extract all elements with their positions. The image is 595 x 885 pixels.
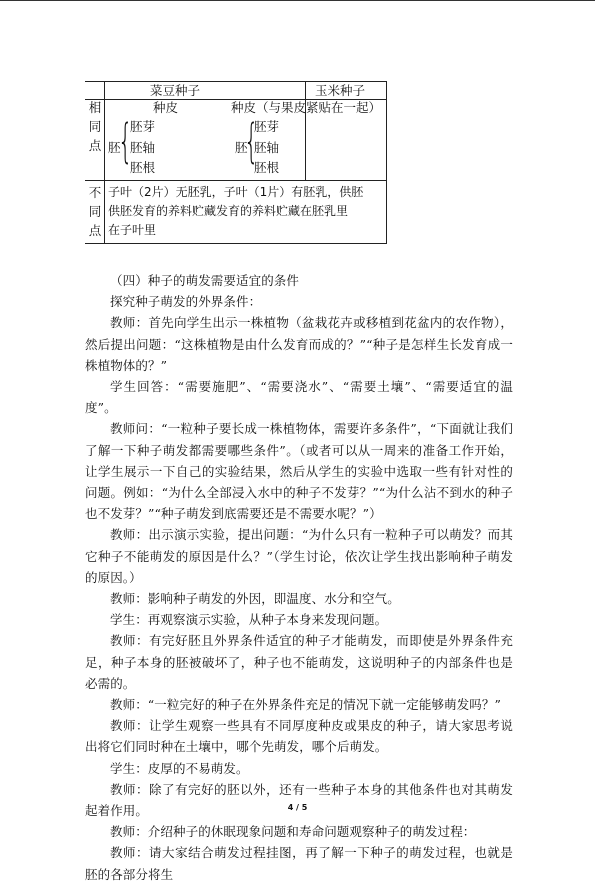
paragraph: 教师：请大家结合萌发过程挂图，再了解一下种子的萌发过程，也就是胚的各部分将生 <box>85 845 513 882</box>
left-brace-icon: { <box>244 114 259 168</box>
paragraph: 教师：介绍种子的休眠现象问题和寿命问题观察种子的萌发过程： <box>110 824 476 840</box>
same-label-2: 同 <box>88 119 102 134</box>
bean-seed-coat: 种皮 <box>153 100 179 115</box>
same-label-1: 相 <box>88 100 102 115</box>
bean-part-plumule: 胚芽 <box>130 119 156 134</box>
left-brace-icon: { <box>118 114 133 168</box>
paragraph: 探究种子萌发的外界条件： <box>110 294 262 310</box>
lesson-text <box>85 270 513 885</box>
paragraph: 教师：首先向学生出示一株植物（盆栽花卉或移植到花盆内的农作物），然后提出问题：“这株植物是由什么发育而成的？”“种子是怎样生长发育成一株植物体的？” <box>85 315 513 373</box>
paragraph: 学生：皮厚的不易萌发。 <box>110 760 249 776</box>
paragraph: 教师：影响种子萌发的外因，即温度、水分和空气。 <box>110 591 400 607</box>
bean-part-hypocotyl: 胚轴 <box>130 140 156 155</box>
paragraph: 教师：除了有完好的胚以外，还有一些种子本身的其他条件也对其萌发起着作用。 <box>85 781 513 819</box>
bean-part-radicle: 胚根 <box>130 160 156 175</box>
paragraph: 教师：有完好胚且外界条件适宜的种子才能萌发，而即使是外界条件充足，种子本身的胚被破坏了，种子也不能萌发，这说明种子的内部条件也是必需的。 <box>85 633 513 691</box>
corn-part-radicle: 胚根 <box>254 160 280 175</box>
table-divider <box>305 82 306 180</box>
paragraph: 教师：让学生观察一些具有不同厚度种皮或果皮的种子，请大家思考说出将它们同时种在土壤中，哪个先萌发，哪个后萌发。 <box>85 718 513 755</box>
paragraph: 教师：出示演示实验，提出问题：“为什么只有一粒种子可以萌发？而其它种子不能萌发的原因是什么？”（学生讨论，依次让学生找出影响种子萌发的原因。） <box>85 527 513 585</box>
table-divider <box>104 82 105 243</box>
paragraph: 教师：“一粒完好的种子在外界条件充足的情况下就一定能够萌发吗？” <box>110 697 501 713</box>
header-bean-seed: 菜豆种子 <box>150 83 201 98</box>
diff-label-1: 不 <box>88 185 102 200</box>
page-number: 4 / 5 <box>287 803 308 812</box>
corn-part-hypocotyl: 胚轴 <box>254 140 280 155</box>
diff-line-3: 在子叶里 <box>108 223 157 237</box>
corn-embryo-label: 胚 <box>235 140 248 155</box>
same-label-3: 点 <box>88 138 102 153</box>
diff-line-1: 子叶（2片）无胚乳，子叶（1片）有胚乳，供胚 <box>108 185 364 199</box>
seed-comparison-table <box>85 81 387 244</box>
paragraph: 教师问：“一粒种子要长成一株植物体，需要许多条件”，“下面就让我们了解一下种子萌发都需要哪些条件”。（或者可以从一周来的准备工作开始，让学生展示一下自己的实验结果，然后从学生的实验中选取一些有针对性的问题。例如：“为什么全部浸入水中的种子不发芽？”“为什么沾不到水的种子也不发芽？”“种子萌发到底需要还是不需要水呢？”） <box>85 421 513 522</box>
section-heading: （四）种子的萌发需要适宜的条件 <box>110 273 300 288</box>
corn-part-plumule: 胚芽 <box>254 119 280 134</box>
paragraph: 学生：再观察演示实验，从种子本身来发现问题。 <box>110 612 388 628</box>
corn-seed-coat: 种皮（与果皮紧贴在一起） <box>231 100 382 115</box>
diff-label-3: 点 <box>88 223 102 238</box>
header-corn-seed: 玉米种子 <box>315 83 366 98</box>
paragraph: 学生回答：“需要施肥”、“需要浇水”、“需要土壤”、“需要适宜的温度”。 <box>85 379 513 416</box>
table-divider <box>85 180 387 181</box>
bean-embryo-label: 胚 <box>108 140 121 155</box>
top-rule <box>0 0 595 1</box>
table-divider <box>386 82 387 243</box>
diff-line-2: 供胚发育的养料贮藏发育的养料贮藏在胚乳里 <box>108 204 349 218</box>
diff-label-2: 同 <box>88 204 102 219</box>
